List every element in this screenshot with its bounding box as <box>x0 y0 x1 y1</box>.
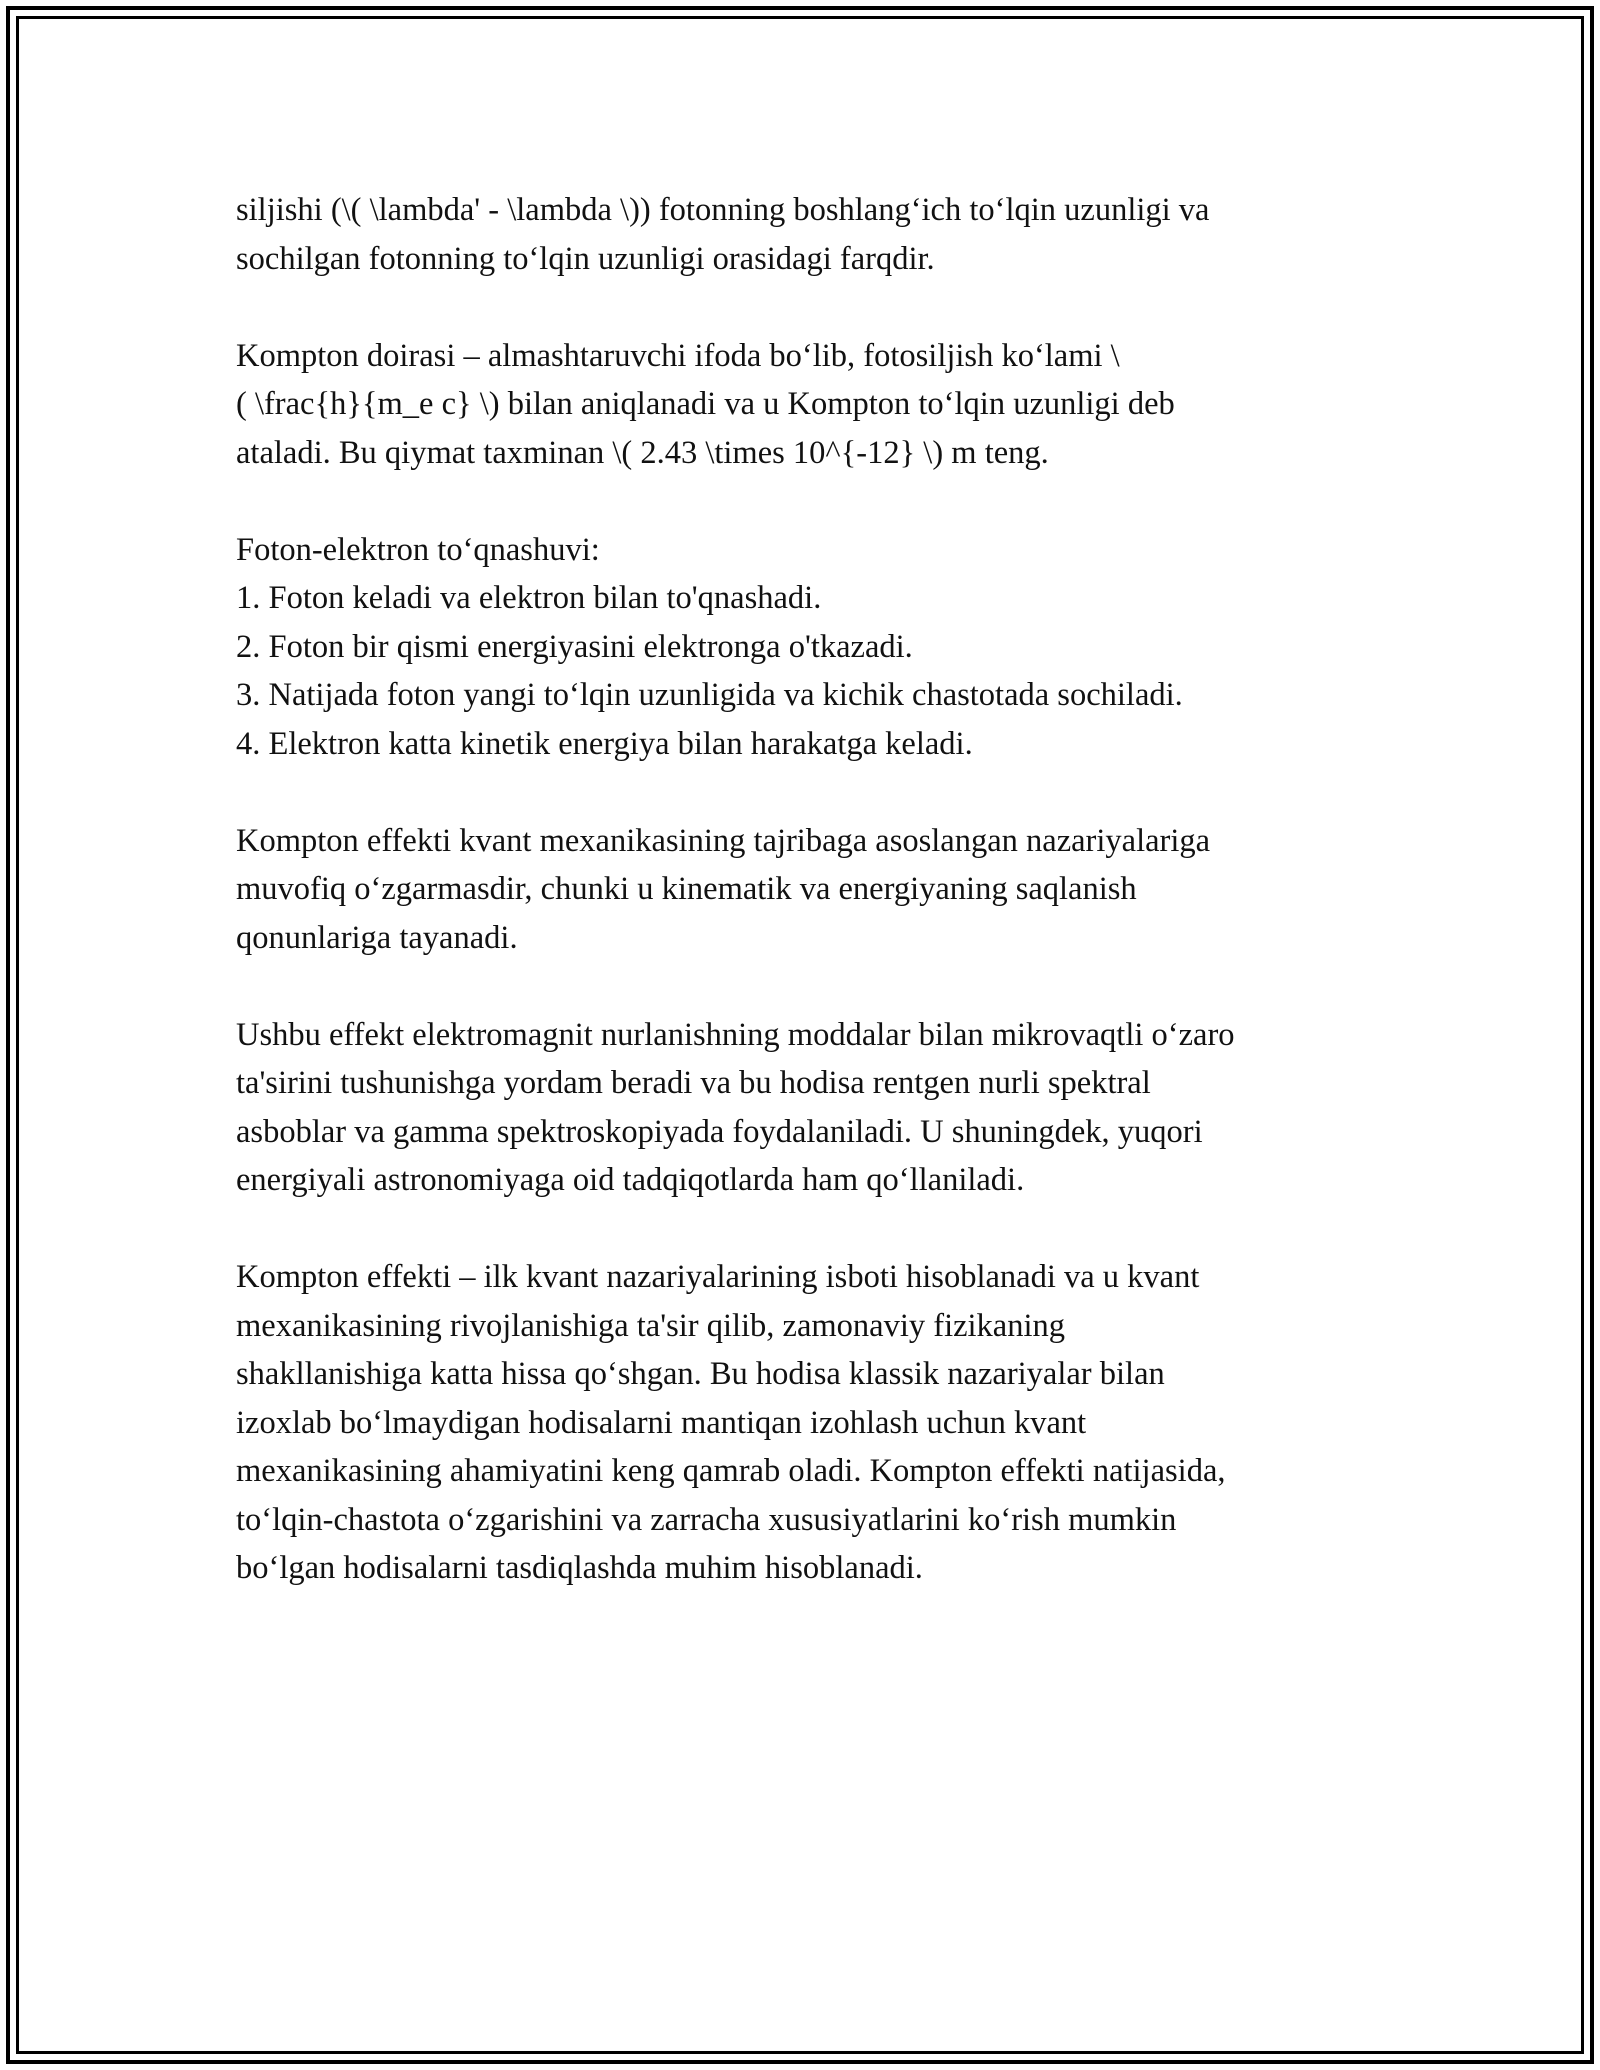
paragraph-applications <box>236 1011 1366 1205</box>
paragraph-compton-shift <box>236 186 1366 283</box>
text-line: izoxlab bo‘lmaydigan hodisalarni mantiqan izohlash uchun kvant <box>236 1404 1087 1441</box>
text-line: asboblar va gamma spektroskopiyada foydalaniladi. U shuningdek, yuqori <box>236 1113 1203 1150</box>
paragraph-quantum-mechanics <box>236 817 1366 963</box>
list-item: 2. Foton bir qismi energiyasini elektronga o'tkazadi. <box>236 628 913 665</box>
text-line: to‘lqin-chastota o‘zgarishini va zarracha xususiyatlarini ko‘rish mumkin <box>236 1501 1177 1538</box>
text-line: Kompton effekti – ilk kvant nazariyalarining isboti hisoblanadi va u kvant <box>236 1259 1200 1295</box>
text-line: Kompton doirasi – almashtaruvchi ifoda bo‘lib, fotosiljish ko‘lami \ <box>236 337 1120 374</box>
list-item: 1. Foton keladi va elektron bilan to'qnashadi. <box>236 580 822 616</box>
text-line: mexanikasining rivojlanishiga ta'sir qilib, zamonaviy fizikaning <box>236 1307 1066 1344</box>
document-body <box>236 186 1366 1641</box>
paragraph-compton-wavelength <box>236 332 1366 478</box>
text-line: bo‘lgan hodisalarni tasdiqlashda muhim hisoblanadi. <box>236 1550 923 1586</box>
text-line: Ushbu effekt elektromagnit nurlanishning moddalar bilan mikrovaqtli o‘zaro <box>236 1016 1235 1053</box>
text-line: siljishi (\( \lambda' - \lambda \)) fotonning boshlang‘ich to‘lqin uzunligi va <box>236 192 1210 228</box>
list-item: 4. Elektron katta kinetik energiya bilan harakatga keladi. <box>236 725 973 762</box>
text-line: sochilgan fotonning to‘lqin uzunligi orasidagi farqdir. <box>236 240 935 277</box>
text-line: muvofiq o‘zgarmasdir, chunki u kinematik va energiyaning saqlanish <box>236 871 1137 907</box>
list-heading: Foton-elektron to‘qnashuvi: <box>236 531 600 568</box>
text-line: mexanikasining ahamiyatini keng qamrab oladi. Kompton effekti natijasida, <box>236 1453 1226 1489</box>
text-line: ataladi. Bu qiymat taxminan \( 2.43 \times 10^{-12} \) m teng. <box>236 434 1049 471</box>
text-line: ta'sirini tushunishga yordam beradi va bu hodisa rentgen nurli spektral <box>236 1065 1151 1101</box>
text-line: ( \frac{h}{m_e c} \) bilan aniqlanadi va u Kompton to‘lqin uzunligi deb <box>236 386 1175 422</box>
paragraph-significance <box>236 1253 1366 1593</box>
text-line: shakllanishiga katta hissa qo‘shgan. Bu hodisa klassik nazariyalar bilan <box>236 1356 1165 1392</box>
list-item: 3. Natijada foton yangi to‘lqin uzunligida va kichik chastotada sochiladi. <box>236 677 1183 713</box>
paragraph-collision-steps <box>236 526 1366 769</box>
text-line: energiyali astronomiyaga oid tadqiqotlarda ham qo‘llaniladi. <box>236 1162 1025 1198</box>
text-line: Kompton effekti kvant mexanikasining tajribaga asoslangan nazariyalariga <box>236 822 1211 859</box>
text-line: qonunlariga tayanadi. <box>236 919 518 956</box>
